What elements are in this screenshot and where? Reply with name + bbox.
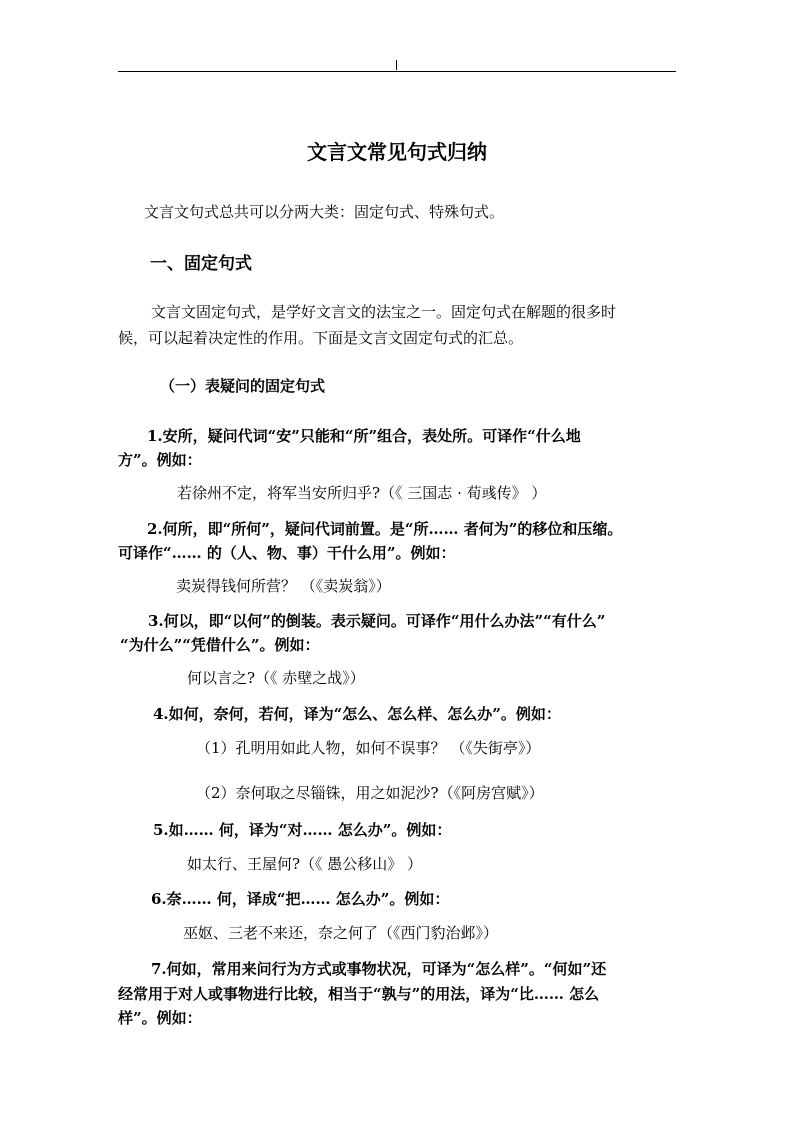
header-rule bbox=[118, 71, 676, 72]
item-6-line-1: 6.奈…… 何，译成“把…… 怎么办”。例如： bbox=[151, 890, 450, 908]
item-2-line-2: 可译作“…… 的（人、物、事）干什么用”。例如： bbox=[118, 544, 456, 562]
item-7-line-2: 经常用于对人或事物进行比较，相当于“孰与”的用法，译为“比…… 怎么 bbox=[118, 985, 600, 1003]
item-1-line-1: 1.安所，疑问代词“安”只能和“所”组合，表处所。可译作“什么地 bbox=[147, 427, 581, 445]
section-paragraph-line-1: 文言文固定句式，是学好文言文的法宝之一。固定句式在解题的很多时 bbox=[151, 303, 617, 321]
item-4-example-2: （2）奈何取之尽锱铢，用之如泥沙?（《阿房宫赋》） bbox=[196, 784, 544, 802]
item-3-example: 何以言之?（《 赤壁之战》） bbox=[187, 669, 365, 687]
item-5-line-1: 5.如…… 何，译为“对…… 怎么办”。例如： bbox=[153, 821, 452, 839]
item-4-line-1: 4.如何，奈何，若何，译为“怎么、怎么样、怎么办”。例如： bbox=[153, 705, 561, 723]
item-7-line-3: 样”。例如： bbox=[118, 1009, 202, 1027]
item-5-example: 如太行、王屋何?（《 愚公移山》 ） bbox=[187, 855, 423, 873]
document-title: 文言文常见句式归纳 bbox=[307, 140, 487, 164]
item-3-line-1: 3.何以，即“以何”的倒装。表示疑问。可译作“用什么办法”“有什么” bbox=[148, 612, 606, 630]
header-page-mark bbox=[396, 60, 397, 70]
item-1-example: 若徐州不定，将军当安所归乎?（《 三国志 · 荀彧传》 ） bbox=[177, 484, 547, 502]
item-2-line-1: 2.何所，即“所何”，疑问代词前置。是“所…… 者何为”的移位和压缩。 bbox=[147, 520, 623, 538]
item-1-line-2: 方”。例如： bbox=[118, 451, 202, 469]
item-4-example-1: （1）孔明用如此人物，如何不误事？ （《失街亭》） bbox=[196, 739, 541, 757]
item-3-line-2: “为什么”“凭借什么”。例如： bbox=[120, 636, 320, 654]
subsection-heading-questions: （一）表疑问的固定句式 bbox=[160, 377, 326, 395]
item-6-example: 巫妪、三老不来还，奈之何了（《西门豹治邺》） bbox=[183, 924, 499, 942]
item-2-example: 卖炭得钱何所营？ （《卖炭翁》） bbox=[176, 577, 391, 595]
section-heading-fixed-patterns: 一、固定句式 bbox=[150, 254, 252, 274]
intro-paragraph: 文言文句式总共可以分两大类：固定句式、特殊句式。 bbox=[144, 203, 505, 221]
item-7-line-1: 7.何如，常用来问行为方式或事物状况，可译为“怎么样”。“何如”还 bbox=[151, 960, 607, 978]
section-paragraph-line-2: 候，可以起着决定性的作用。下面是文言文固定句式的汇总。 bbox=[118, 329, 524, 347]
